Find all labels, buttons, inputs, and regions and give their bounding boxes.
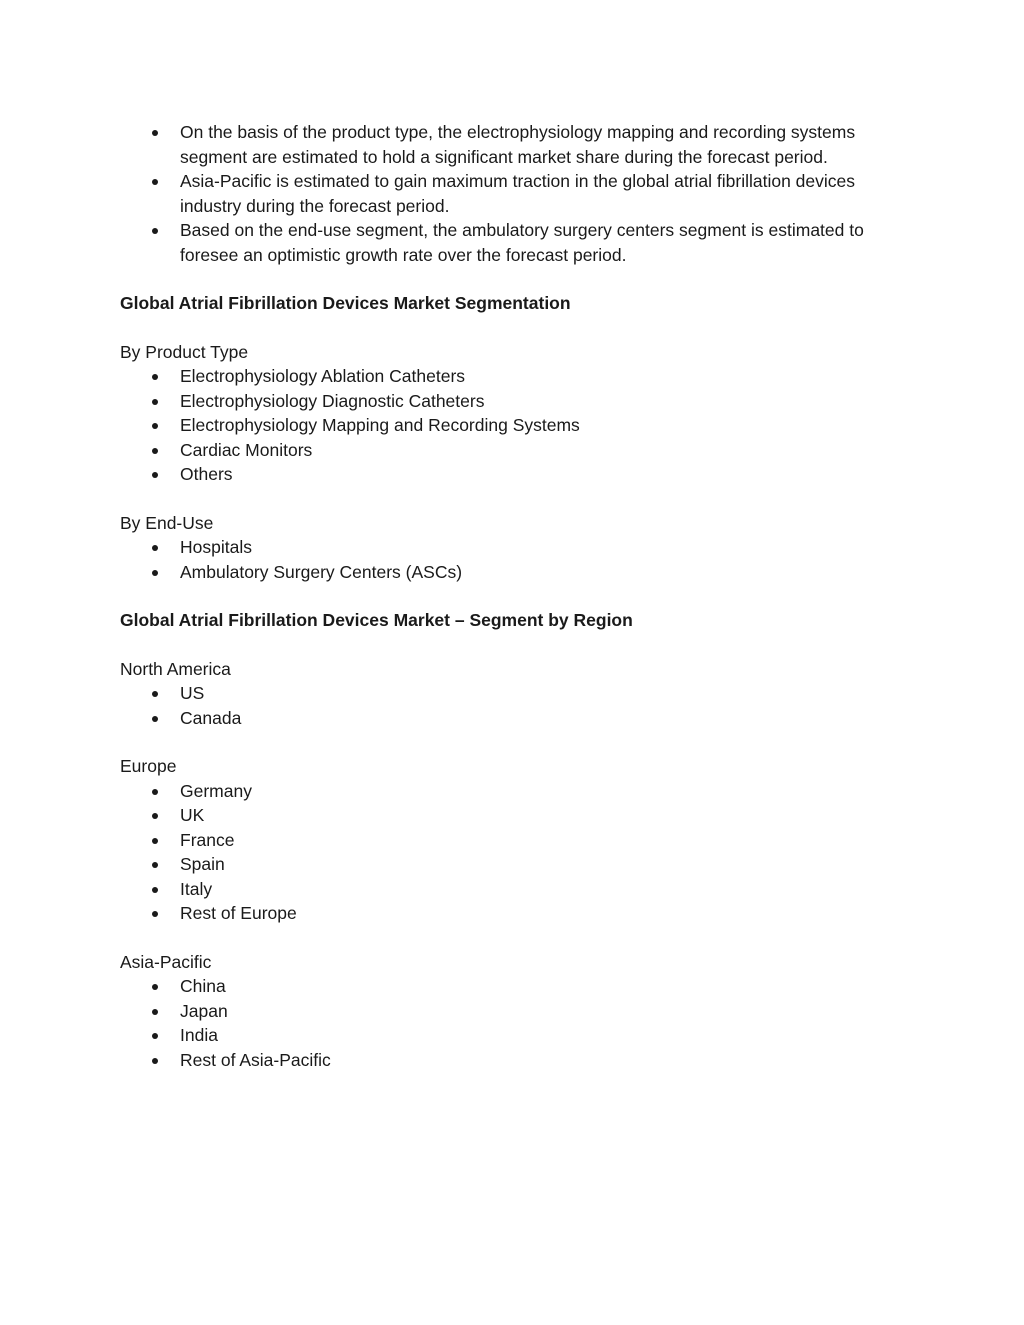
list-item: Spain [120, 852, 910, 877]
list-item: Based on the end-use segment, the ambulatory surgery centers segment is estimated to foresee an optimistic growth rate over the forecast period. [120, 218, 910, 267]
intro-bullet-list [120, 120, 910, 267]
list-item: Italy [120, 877, 910, 902]
north-america-list [120, 681, 910, 730]
product-type-label: By Product Type [120, 341, 249, 362]
region-heading: Global Atrial Fibrillation Devices Market – Segment by Region [120, 610, 633, 630]
list-item: Asia-Pacific is estimated to gain maximum traction in the global atrial fibrillation devices industry during the forecast period. [120, 169, 910, 218]
asia-pacific-list [120, 974, 910, 1072]
list-item: Germany [120, 779, 910, 804]
list-item: India [120, 1023, 910, 1048]
list-item: Rest of Asia-Pacific [120, 1048, 910, 1073]
segmentation-heading: Global Atrial Fibrillation Devices Market Segmentation [120, 293, 571, 313]
list-item: Hospitals [120, 535, 910, 560]
north-america-label: North America [120, 658, 231, 679]
list-item: US [120, 681, 910, 706]
list-item: UK [120, 803, 910, 828]
list-item: Electrophysiology Mapping and Recording Systems [120, 413, 910, 438]
list-item: France [120, 828, 910, 853]
end-use-list [120, 535, 910, 584]
product-type-list [120, 364, 910, 487]
list-item: Ambulatory Surgery Centers (ASCs) [120, 560, 910, 585]
list-item: Electrophysiology Ablation Catheters [120, 364, 910, 389]
asia-pacific-label: Asia-Pacific [120, 951, 212, 972]
list-item: Electrophysiology Diagnostic Catheters [120, 389, 910, 414]
list-item: Cardiac Monitors [120, 438, 910, 463]
list-item: Canada [120, 706, 910, 731]
europe-list [120, 779, 910, 926]
list-item: Japan [120, 999, 910, 1024]
end-use-label: By End-Use [120, 512, 214, 533]
list-item: Others [120, 462, 910, 487]
list-item: Rest of Europe [120, 901, 910, 926]
document-content [120, 120, 910, 1072]
list-item: China [120, 974, 910, 999]
europe-label: Europe [120, 756, 177, 776]
list-item: On the basis of the product type, the electrophysiology mapping and recording systems segment are estimated to hold a significant market share during the forecast period. [120, 120, 910, 169]
